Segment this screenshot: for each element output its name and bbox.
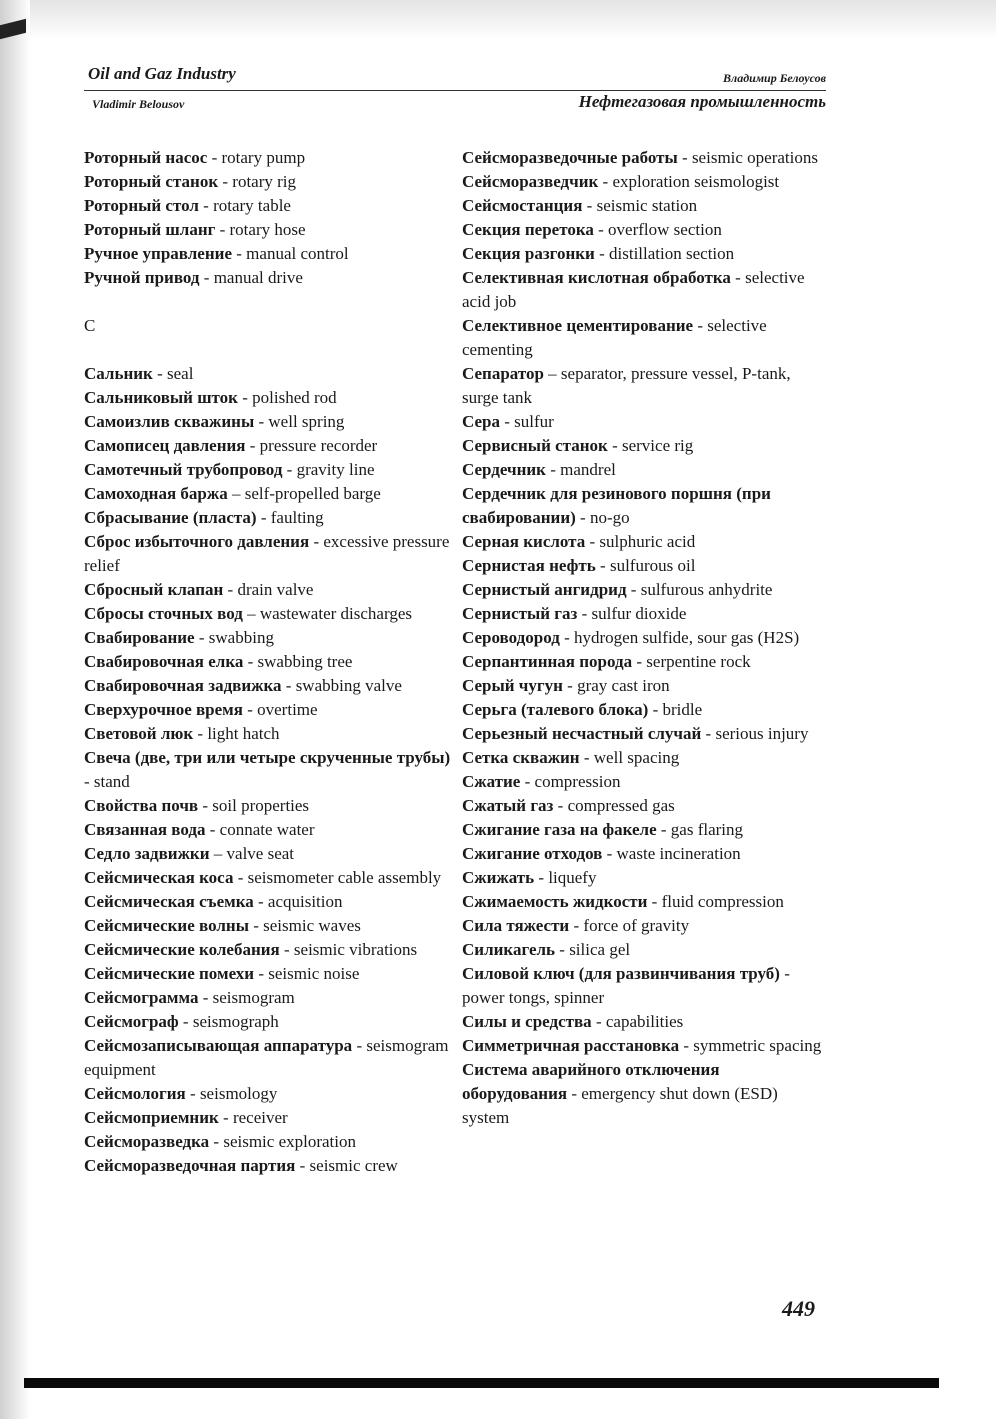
entry-term: Сейсмические колебания (84, 940, 280, 959)
entry-term: Сероводород (462, 628, 560, 647)
entry-term: Сернистая нефть (462, 556, 596, 575)
entry-term: Сжижать (462, 868, 535, 887)
entry-separator: - (553, 796, 568, 815)
entry-separator: - (198, 796, 213, 815)
glossary-entry (462, 842, 824, 866)
header-author-en: Vladimir Belousov (92, 97, 185, 111)
entry-term: Роторный стол (84, 196, 199, 215)
entry-term: Сбрасывание (пласта) (84, 508, 257, 527)
section-gap (84, 338, 452, 362)
entry-definition: acquisition (267, 892, 343, 911)
glossary-entry (84, 482, 452, 506)
glossary-entry (84, 938, 452, 962)
glossary-entry (462, 1034, 824, 1058)
entry-definition: polished rod (252, 388, 337, 407)
glossary-entry (84, 458, 452, 482)
entry-separator: - (281, 676, 296, 695)
entry-separator: - (178, 1012, 193, 1031)
entry-term: Ручной привод (84, 268, 200, 287)
entry-separator: - (194, 628, 209, 647)
entry-definition: seismic station (596, 196, 698, 215)
glossary-entry (462, 578, 824, 602)
glossary-entry (462, 674, 824, 698)
entry-definition: soil properties (212, 796, 310, 815)
entry-term: Свабировочная елка (84, 652, 244, 671)
entry-definition: seismic waves (263, 916, 361, 935)
glossary-entry (462, 362, 824, 410)
header-author-ru: Владимир Белоусов (723, 71, 826, 85)
entry-definition: seismogram equipment (84, 1036, 449, 1079)
entry-separator: - (591, 1012, 606, 1031)
entry-term: Серная кислота (462, 532, 586, 551)
entry-definition: rotary table (213, 196, 291, 215)
entry-definition: sulphuric acid (599, 532, 696, 551)
glossary-entry (84, 1130, 452, 1154)
entry-definition: sulfur dioxide (591, 604, 687, 623)
entry-term: Серпантинная порода (462, 652, 633, 671)
entry-separator: - (607, 436, 622, 455)
glossary-entry (84, 962, 452, 986)
glossary-entry (462, 626, 824, 650)
entry-definition: sulfur (514, 412, 554, 431)
entry-term: Сальниковый шток (84, 388, 238, 407)
entry-term: Сжатие (462, 772, 521, 791)
entry-term: Симметричная расстановка (462, 1036, 680, 1055)
entry-definition: emergency shut down (ESD) system (462, 1084, 778, 1127)
section-gap (84, 290, 452, 314)
entry-definition: service rig (621, 436, 694, 455)
entry-term: Сейсмостанция (462, 196, 583, 215)
entry-definition: connate water (219, 820, 315, 839)
glossary-entry (84, 794, 452, 818)
glossary-entry (84, 722, 452, 746)
entry-separator: - (253, 892, 268, 911)
glossary-entry (462, 650, 824, 674)
glossary-entry (462, 1058, 824, 1130)
entry-separator: - (545, 460, 561, 479)
entry-term: Сжатый газ (462, 796, 554, 815)
entry-definition: selective acid job (462, 268, 805, 311)
header-book-title-ru: Нефтегазовая промышленность (578, 92, 826, 111)
entry-separator: - (656, 820, 671, 839)
entry-term: Сжигание газа на факеле (462, 820, 657, 839)
entry-term: Самоизлив скважины (84, 412, 255, 431)
entry-definition: fluid compression (661, 892, 784, 911)
glossary-entry (462, 170, 824, 194)
glossary-entry (462, 434, 824, 458)
entry-term: Серьга (талевого блока) (462, 700, 649, 719)
entry-definition: serious injury (715, 724, 809, 743)
entry-separator: - (520, 772, 535, 791)
entry-term: Серьезный несчастный случай (462, 724, 702, 743)
glossary-entry (84, 746, 452, 794)
entry-term: Седло задвижки (84, 844, 210, 863)
entry-separator: - (677, 148, 692, 167)
glossary-entry (84, 386, 452, 410)
entry-definition: overtime (257, 700, 318, 719)
entry-separator: - (193, 724, 208, 743)
entry-definition: swabbing tree (257, 652, 353, 671)
glossary-entry (84, 170, 452, 194)
glossary-entry (462, 146, 824, 170)
entry-separator: - (198, 196, 214, 215)
entry-definition: rotary hose (229, 220, 306, 239)
entry-separator: - (577, 604, 592, 623)
entry-definition: symmetric spacing (693, 1036, 822, 1055)
glossary-entry (84, 362, 452, 386)
entry-separator: - (648, 700, 663, 719)
header-rule (84, 90, 826, 91)
entry-separator: - (582, 196, 597, 215)
entry-separator: - (352, 1036, 367, 1055)
glossary-entry (84, 242, 452, 266)
entry-term: Секция перетока (462, 220, 594, 239)
entry-separator: - (223, 580, 238, 599)
entry-definition: silica gel (569, 940, 631, 959)
entry-definition: receiver (232, 1108, 288, 1127)
entry-separator: – (227, 484, 245, 503)
entry-definition: wastewater discharges (259, 604, 412, 623)
glossary-entry (462, 1010, 824, 1034)
entry-term: Силовой ключ (для развинчивания труб) (462, 964, 780, 983)
left-column (84, 146, 452, 1178)
entry-definition: manual control (246, 244, 349, 263)
glossary-entry (462, 530, 824, 554)
entry-definition: stand (93, 772, 130, 791)
entry-separator: - (215, 220, 230, 239)
entry-definition: seismic operations (691, 148, 818, 167)
entry-term: Роторный насос (84, 148, 208, 167)
glossary-entry (462, 818, 824, 842)
entry-term: Роторный шланг (84, 220, 216, 239)
entry-separator: - (569, 916, 584, 935)
entry-separator: - (579, 748, 594, 767)
entry-term: Сбросный клапан (84, 580, 224, 599)
entry-term: Сейсмоприемник (84, 1108, 219, 1127)
entry-separator: - (567, 1084, 582, 1103)
entry-separator: - (243, 652, 258, 671)
entry-term: Серый чугун (462, 676, 563, 695)
entry-term: Сера (462, 412, 500, 431)
glossary-entry (84, 818, 452, 842)
entry-term: Сила тяжести (462, 916, 570, 935)
entry-separator: – (543, 364, 561, 383)
glossary-entry (462, 722, 824, 746)
entry-separator: - (279, 940, 294, 959)
entry-term: Сейсморазведчик (462, 172, 599, 191)
entry-definition: seismometer cable assembly (247, 868, 442, 887)
entry-separator: - (209, 1132, 224, 1151)
entry-definition: distillation section (609, 244, 735, 263)
entry-term: Свеча (две, три или четыре скрученные трубы) (84, 748, 451, 767)
entry-separator: – (209, 844, 227, 863)
entry-definition: swabbing valve (295, 676, 402, 695)
entry-definition: rotary rig (232, 172, 297, 191)
glossary-entry (84, 986, 452, 1010)
glossary-entry (462, 314, 824, 362)
glossary-entry (84, 434, 452, 458)
glossary-entry (462, 266, 824, 314)
entry-term: Система аварийного отключения оборудования (462, 1060, 720, 1103)
entry-separator: - (233, 868, 248, 887)
glossary-entry (84, 890, 452, 914)
entry-definition: gray cast iron (577, 676, 670, 695)
entry-term: Сейсморазведка (84, 1132, 210, 1151)
glossary-entry (84, 1082, 452, 1106)
glossary-entry (462, 890, 824, 914)
entry-definition: waste incineration (616, 844, 741, 863)
entry-definition: sulfurous anhydrite (640, 580, 773, 599)
entry-term: Селективное цементирование (462, 316, 694, 335)
glossary-entry (84, 194, 452, 218)
entry-separator: - (585, 532, 600, 551)
entry-definition: hydrogen sulfide, sour gas (H2S) (573, 628, 800, 647)
entry-definition: separator, pressure vessel, P-tank, surge tank (462, 364, 791, 407)
entry-term: Связанная вода (84, 820, 206, 839)
entry-definition: seismology (199, 1084, 278, 1103)
entry-separator: - (237, 388, 253, 407)
glossary-entry (462, 698, 824, 722)
entry-definition: seismic noise (268, 964, 360, 983)
entry-term: Сейсморазведочные работы (462, 148, 678, 167)
entry-separator: - (595, 556, 610, 575)
entry-term: Сейсмическая съемка (84, 892, 254, 911)
entry-definition: compression (534, 772, 621, 791)
page-top-shadow (0, 0, 996, 40)
entry-definition: mandrel (560, 460, 616, 479)
glossary-entry (462, 242, 824, 266)
entry-definition: sulfurous oil (609, 556, 696, 575)
glossary-entry (462, 458, 824, 482)
entry-separator: - (242, 700, 258, 719)
entry-term: Сброс избыточного давления (84, 532, 310, 551)
glossary-entry (84, 410, 452, 434)
entry-definition: pressure recorder (259, 436, 378, 455)
entry-definition: overflow section (608, 220, 722, 239)
entry-separator: - (256, 508, 271, 527)
glossary-entry (462, 194, 824, 218)
entry-definition: capabilities (605, 1012, 684, 1031)
entry-term: Сальник (84, 364, 153, 383)
entry-term: Ручное управление (84, 244, 232, 263)
entry-term: Сейсмозаписывающая аппаратура (84, 1036, 353, 1055)
entry-definition: seismogram (212, 988, 295, 1007)
entry-separator: - (598, 172, 613, 191)
glossary-entry (84, 218, 452, 242)
glossary-entry (84, 602, 452, 626)
glossary-entry (84, 1010, 452, 1034)
glossary-entry (84, 578, 452, 602)
entry-definition: compressed gas (567, 796, 675, 815)
glossary-entry (462, 962, 824, 1010)
glossary-entry (462, 554, 824, 578)
entry-definition: liquefy (548, 868, 597, 887)
entry-separator: - (602, 844, 617, 863)
entry-separator: - (647, 892, 662, 911)
glossary-entry (84, 698, 452, 722)
entry-separator: - (245, 436, 260, 455)
entry-separator: - (562, 676, 578, 695)
entry-definition: self-propelled barge (244, 484, 381, 503)
entry-term: Свойства почв (84, 796, 199, 815)
entry-separator: - (282, 460, 297, 479)
glossary-entry (462, 218, 824, 242)
glossary-entry (84, 506, 452, 530)
entry-term: Сервисный станок (462, 436, 608, 455)
entry-definition: no-go (589, 508, 630, 527)
entry-definition: seismic crew (309, 1156, 398, 1175)
entry-definition: seismic vibrations (293, 940, 418, 959)
glossary-entry (462, 866, 824, 890)
entry-term: Самотечный трубопровод (84, 460, 283, 479)
scan-left-edge (0, 0, 30, 1419)
entry-term: Самописец давления (84, 436, 246, 455)
entry-definition: seismic exploration (223, 1132, 356, 1151)
entry-separator: - (730, 268, 746, 287)
entry-term: Секция разгонки (462, 244, 595, 263)
entry-term: Сернистый ангидрид (462, 580, 627, 599)
entry-separator: - (309, 532, 324, 551)
entry-term: Сейсморазведочная партия (84, 1156, 296, 1175)
entry-term: Сердечник (462, 460, 546, 479)
entry-separator: - (205, 820, 220, 839)
entry-definition: seismograph (192, 1012, 279, 1031)
glossary-entry (84, 866, 452, 890)
entry-term: Сжигание отходов (462, 844, 603, 863)
entry-term: Сверхурочное время (84, 700, 243, 719)
glossary-entry (462, 602, 824, 626)
glossary-entry (462, 794, 824, 818)
entry-definition: valve seat (226, 844, 295, 863)
entry-term: Сейсмограмма (84, 988, 199, 1007)
glossary-entry (462, 914, 824, 938)
glossary-entry (84, 1034, 452, 1082)
entry-term: Сернистый газ (462, 604, 578, 623)
entry-separator: - (198, 988, 213, 1007)
entry-term: Сердечник для резинового поршня (при свабировании) (462, 484, 771, 527)
glossary-entry (84, 626, 452, 650)
entry-term: Сейсмические волны (84, 916, 249, 935)
entry-separator: - (779, 964, 790, 983)
entry-definition: seal (167, 364, 194, 383)
entry-separator: - (701, 724, 716, 743)
entry-separator: - (555, 940, 570, 959)
glossary-entry (84, 1154, 452, 1178)
entry-term: Сейсмология (84, 1084, 186, 1103)
entry-definition: rotary pump (221, 148, 306, 167)
page-number: 449 (782, 1296, 815, 1321)
entry-separator: - (254, 412, 269, 431)
entry-definition: faulting (270, 508, 324, 527)
entry-separator: - (534, 868, 549, 887)
entry-separator: - (632, 652, 647, 671)
glossary-entry (84, 650, 452, 674)
entry-separator: - (499, 412, 515, 431)
entry-definition: gravity line (296, 460, 375, 479)
entry-definition: selective cementing (462, 316, 767, 359)
entry-term: Сейсмограф (84, 1012, 179, 1031)
entry-term: Сепаратор (462, 364, 544, 383)
glossary-entry (84, 530, 452, 578)
entry-term: Селективная кислотная обработка (462, 268, 731, 287)
entry-separator: - (254, 964, 269, 983)
entry-separator: - (593, 220, 609, 239)
glossary-entry (84, 266, 452, 290)
entry-term: Световой люк (84, 724, 194, 743)
glossary-entry (462, 482, 824, 530)
entry-separator: - (218, 172, 233, 191)
glossary-entry (462, 746, 824, 770)
header-book-title: Oil and Gaz Industry (88, 64, 236, 83)
entry-separator: - (626, 580, 641, 599)
glossary-entry (84, 914, 452, 938)
entry-separator: - (218, 1108, 233, 1127)
entry-separator: - (295, 1156, 310, 1175)
entry-separator: - (232, 244, 247, 263)
entry-separator: - (559, 628, 574, 647)
entry-term: Силикагель (462, 940, 556, 959)
entry-term: Сейсмические помехи (84, 964, 255, 983)
entry-definition: drain valve (237, 580, 314, 599)
entry-term: Сбросы сточных вод (84, 604, 243, 623)
entry-definition: force of gravity (583, 916, 690, 935)
entry-definition: light hatch (207, 724, 280, 743)
entry-definition: power tongs, spinner (462, 988, 605, 1007)
entry-definition: bridle (662, 700, 703, 719)
entry-separator: - (248, 916, 264, 935)
entry-definition: swabbing (208, 628, 274, 647)
glossary-entry (84, 842, 452, 866)
entry-definition: well spacing (593, 748, 680, 767)
entry-term: Самоходная баржа (84, 484, 228, 503)
entry-definition: well spring (268, 412, 345, 431)
entry-separator: - (199, 268, 214, 287)
scan-bottom-bar (24, 1378, 939, 1388)
entry-term: Роторный станок (84, 172, 219, 191)
right-column (462, 146, 824, 1130)
entry-separator: - (594, 244, 610, 263)
entry-separator: - (84, 772, 94, 791)
entry-definition: gas flaring (670, 820, 744, 839)
glossary-entry (462, 938, 824, 962)
entry-separator: - (185, 1084, 200, 1103)
entry-term: Сжимаемость жидкости (462, 892, 648, 911)
glossary-entry (84, 146, 452, 170)
entry-separator: - (207, 148, 222, 167)
glossary-entry (462, 770, 824, 794)
entry-term: Сетка скважин (462, 748, 580, 767)
entry-definition: exploration seismologist (612, 172, 780, 191)
entry-definition: manual drive (213, 268, 303, 287)
entry-term: Свабировочная задвижка (84, 676, 282, 695)
section-letter: С (84, 316, 96, 335)
entry-term: Свабирование (84, 628, 195, 647)
glossary-entry (462, 410, 824, 434)
entry-definition: serpentine rock (646, 652, 751, 671)
entry-term: Сейсмическая коса (84, 868, 234, 887)
glossary-entry (84, 674, 452, 698)
entry-separator: - (679, 1036, 694, 1055)
entry-separator: – (242, 604, 260, 623)
entry-separator: - (152, 364, 168, 383)
entry-separator: - (693, 316, 708, 335)
glossary-entry (84, 1106, 452, 1130)
entry-definition: excessive pressure relief (84, 532, 450, 575)
entry-separator: - (575, 508, 590, 527)
entry-term: Силы и средства (462, 1012, 592, 1031)
